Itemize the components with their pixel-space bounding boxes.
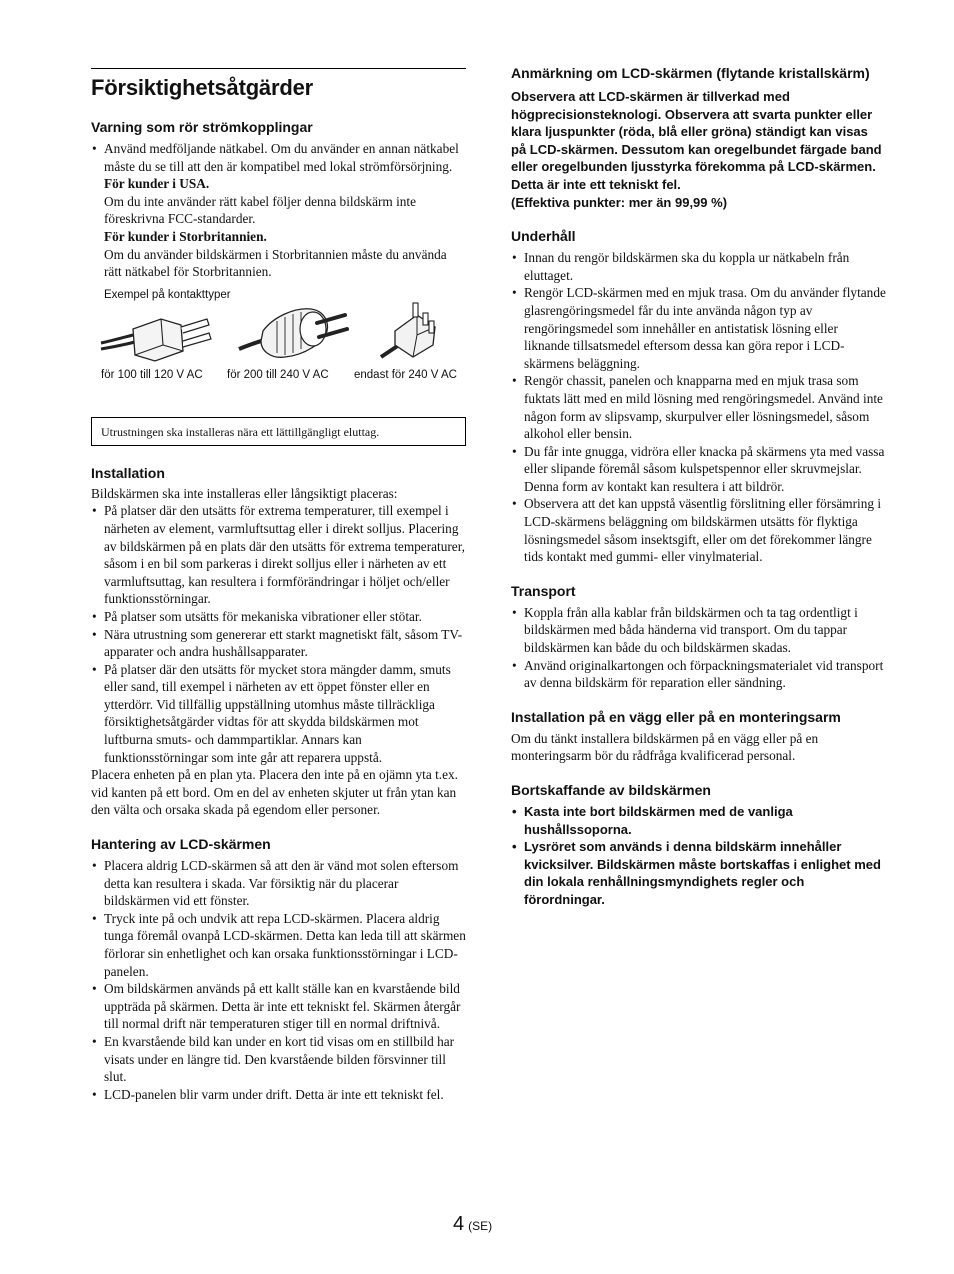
notice-box: Utrustningen ska installeras nära ett lättillgängligt eluttag. [91,417,466,446]
schuko-plug-icon [233,301,353,363]
list-item: • LCD-panelen blir varm under drift. Detta är inte ett tekniskt fel. [91,1086,466,1104]
lcd-handling-heading: Hantering av LCD-skärmen [91,836,271,853]
page-title: Försiktighetsåtgärder [91,75,313,100]
list-item: • En kvarstående bild kan under en kort tid visas om en stillbild har visats under en längre tid. Den kvarstående bilden försvinner till slut. [91,1033,466,1086]
disposal-heading: Bortskaffande av bildskärmen [511,782,711,798]
title-rule [91,68,466,69]
disposal-list [511,803,886,909]
plug-caption: Exempel på kontakttyper [104,288,231,301]
transport-list [511,604,886,692]
list-item: • På platser där den utsätts för extrema temperaturer, till exempel i närheten av element, varmluftsuttag eller i direkt solljus. Placering av bildskärmen på en plats där den utsätts för extrema temperaturer, såsom i en bil som parkeras i direkt solljus eller i närheten av ett varmluftsuttag, kan resultera i formförändringar i höljet och/eller funktionsstörningar. [91,502,466,608]
maintenance-list [511,249,886,566]
list-item: • Rengör chassit, panelen och knapparna med en mjuk trasa som fuktats lätt med en mild lösning med rengöringsmedel. Använd inte någon form av slipsvamp, skurpulver eller lösningsmedel, såsom alkohol eller bensin. [511,372,886,442]
list-item: • Nära utrustning som genererar ett starkt magnetiskt fält, såsom TV-apparater och andra hushållsapparater. [91,626,466,661]
plug-label-us: för 100 till 120 V AC [101,368,203,381]
plug-labels [91,369,466,385]
list-item: • Rengör LCD-skärmen med en mjuk trasa. Om du använder flytande glasrengöringsmedel får du inte använda någon typ av rengöringsmedel som innehåller en antistatisk lösning eller liknande tillsatsmedel eftersom dessa kan göra repor i LCD-skärmens beläggning. [511,284,886,372]
installation-outro: Placera enheten på en plan yta. Placera den inte på en ojämn yta t.ex. vid kanten på ett bord. Om en del av enheten skjuter ut från ytan kan den välta och orsaka skada på egendom eller personer. [91,767,458,818]
uk-plug-icon [377,299,447,363]
list-item: • Koppla från alla kablar från bildskärmen och ta tag ordentligt i bildskärmen med båda händerna vid transport. Om du tappar bildskärmen kan både du och bildskärmen skadas. [511,604,886,657]
uk-label: För kunder i Storbritannien. [104,228,267,244]
power-list [91,140,466,281]
plug-illustrations [91,305,466,367]
list-item: • Du får inte gnugga, vidröra eller knacka på skärmens yta med vassa eller slipande föremål såsom kulspetspennor eller skruvmejslar. Denna form av kontakt kan resultera i att bildrör. [511,443,886,496]
wall-heading: Installation på en vägg eller på en monteringsarm [511,708,841,725]
page-number-suffix: (SE) [468,1219,493,1233]
left-column [91,68,466,1103]
transport-heading: Transport [511,582,576,599]
plug-label-uk: endast för 240 V AC [354,368,457,381]
list-item: • På platser som utsätts för mekaniska vibrationer eller stötar. [91,608,466,626]
list-item: • Kasta inte bort bildskärmen med de vanliga hushållssoporna. [511,803,886,838]
list-item: • På platser där den utsätts för mycket stora mängder damm, smuts eller sand, till exempel i närheten av ett öppet fönster eller en ytterdörr. Vid tillfällig uppställning utomhus måste tillräckliga försiktighetsåtgärder vidtas för att skydda bildskärmen mot luftburna smuts- och dammpartiklar. Annars kan funktionsstörningar som inte går att reparera uppstå. [91,661,466,767]
lcd-note-text: Observera att LCD-skärmen är tillverkad med högprecisionsteknologi. Observera att svarta punkter eller klara ljuspunkter (röda, blå eller gröna) ständigt kan visas på LCD-skärmen. Dessutom kan oregelbundet färgade band eller oregelbunden ljusstyrka förekomma på LCD-skärmen. Detta är inte ett tekniskt fel. [511,89,882,192]
list-item: • Tryck inte på och undvik att repa LCD-skärmen. Placera aldrig tunga föremål ovanpå LCD-skärmen. Detta kan leda till att skärmen förlorar sin enhetlighet och kan orsaka funktionsstörningar i LCD-panelen. [91,910,466,980]
installation-list [91,502,466,766]
installation-heading: Installation [91,464,165,481]
list-item: • Observera att det kan uppstå väsentlig förslitning eller försämring i LCD-skärmens beläggning om bildskärmen utsätts för flyktiga lösningsmedel såsom insektsgift, eller om det förekommer längre tids kontakt med gummi- eller vinylmaterial. [511,495,886,565]
us-plug-icon [99,305,219,363]
right-column [511,64,886,909]
wall-text: Om du tänkt installera bildskärmen på en vägg eller på en monteringsarm bör du rådfråga kvalificerad personal. [511,730,819,764]
list-item [91,140,466,281]
plug-label-schuko: för 200 till 240 V AC [227,368,329,381]
maintenance-heading: Underhåll [511,228,576,245]
power-intro: Använd medföljande nätkabel. Om du använder en annan nätkabel måste du se till att den är kompatibel med lokal strömförsörjning. [104,141,459,174]
page-number-value: 4 [453,1213,465,1235]
uk-text: Om du använder bildskärmen i Storbritannien måste du använda rätt nätkabel för Storbritannien. [104,246,447,280]
list-item: • Om bildskärmen används på ett kallt ställe kan en kvarstående bild uppträda på skärmen. Detta är inte ett tekniskt fel. Skärmen återgår till normal drift när temperaturen stiger till en normal driftnivå. [91,980,466,1033]
lcd-note-effective: (Effektiva punkter: mer än 99,99 %) [511,194,728,210]
list-item: • Lysröret som används i denna bildskärm innehåller kvicksilver. Bildskärmen måste bortskaffas i enlighet med din lokala renhållningsmyndighets regler och förordningar. [511,838,886,908]
usa-text: Om du inte använder rätt kabel följer denna bildskärm inte föreskrivna FCC-standarder. [104,193,417,227]
installation-intro: Bildskärmen ska inte installeras eller långsiktigt placeras: [91,485,398,501]
lcd-handling-list [91,857,466,1103]
list-item: • Använd originalkartongen och förpackningsmaterialet vid transport av denna bildskärm för reparation eller sändning. [511,657,886,692]
lcd-note-heading: Anmärkning om LCD-skärmen (flytande kristallskärm) [511,65,870,81]
page-number [453,1213,492,1236]
list-item: • Placera aldrig LCD-skärmen så att den är vänd mot solen eftersom detta kan resultera i skada. Var försiktig när du placerar bildskärmen vid ett fönster. [91,857,466,910]
power-heading: Varning som rör strömkopplingar [91,119,313,135]
usa-label: För kunder i USA. [104,176,210,192]
list-item: • Innan du rengör bildskärmen ska du koppla ur nätkabeln från eluttaget. [511,249,886,284]
